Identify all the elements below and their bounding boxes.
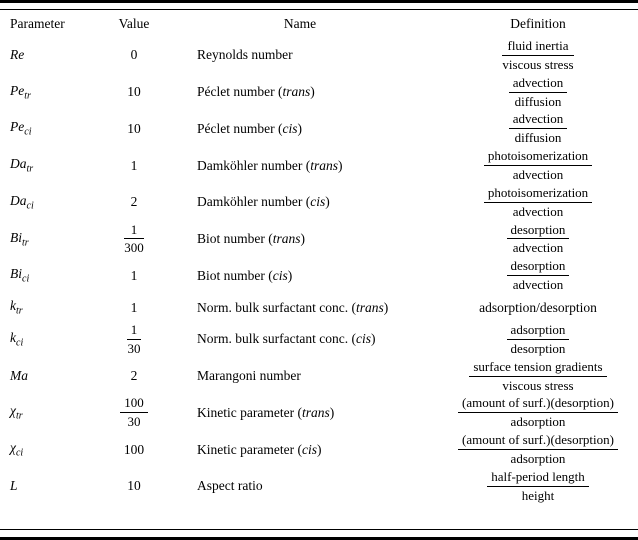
param-symbol: χ bbox=[10, 403, 16, 419]
value-cell bbox=[106, 368, 162, 384]
name-variant: cis bbox=[301, 441, 317, 457]
param-subscript: ci bbox=[22, 274, 30, 286]
name-variant: cis bbox=[355, 331, 371, 347]
name-text: Norm. bulk surfactant conc. ( bbox=[197, 331, 356, 347]
bottom-whitespace bbox=[0, 505, 638, 529]
param-symbol: Bi bbox=[10, 266, 22, 282]
table-row bbox=[0, 37, 638, 74]
param-symbol: k bbox=[10, 330, 16, 346]
name-text: Damköhler number ( bbox=[197, 157, 311, 173]
name-text-post: ) bbox=[329, 404, 335, 420]
definition-numerator: photoisomerization bbox=[484, 148, 592, 166]
table-row bbox=[0, 294, 638, 321]
value-numerator: 1 bbox=[124, 222, 144, 240]
value-cell bbox=[106, 222, 162, 257]
value-denominator: 30 bbox=[127, 340, 141, 356]
definition-fraction bbox=[502, 38, 573, 73]
param-subscript: tr bbox=[24, 90, 31, 102]
table-row bbox=[0, 431, 638, 468]
table-row bbox=[0, 184, 638, 221]
definition-cell bbox=[438, 432, 638, 467]
table-row bbox=[0, 110, 638, 147]
value-cell bbox=[106, 268, 162, 284]
name-cell bbox=[162, 158, 438, 174]
param-cell bbox=[0, 193, 106, 212]
name-variant: trans bbox=[301, 404, 330, 420]
definition-cell bbox=[438, 300, 638, 316]
value-denominator: 30 bbox=[127, 414, 141, 430]
param-cell bbox=[0, 266, 106, 285]
value-cell bbox=[106, 322, 162, 357]
value-text: 10 bbox=[127, 478, 141, 494]
name-text: Biot number ( bbox=[197, 267, 273, 283]
definition-numerator: photoisomerization bbox=[484, 185, 592, 203]
definition-fraction bbox=[507, 258, 570, 293]
name-variant: trans bbox=[310, 157, 338, 173]
definition-fraction bbox=[509, 75, 568, 110]
name-text: Marangoni number bbox=[197, 368, 301, 384]
param-cell bbox=[0, 478, 106, 494]
table-row bbox=[0, 221, 638, 258]
name-cell bbox=[162, 121, 438, 137]
param-cell bbox=[0, 330, 106, 349]
param-subscript: tr bbox=[16, 305, 23, 317]
name-text-post: ) bbox=[370, 331, 376, 347]
value-cell bbox=[106, 395, 162, 430]
value-cell bbox=[106, 300, 162, 316]
definition-fraction bbox=[484, 148, 592, 183]
param-cell bbox=[0, 119, 106, 138]
definition-denominator: advection bbox=[512, 277, 564, 293]
param-subscript: tr bbox=[22, 237, 29, 249]
header-parameter: Parameter bbox=[10, 15, 65, 31]
definition-numerator: desorption bbox=[507, 222, 570, 240]
bottom-rule-gap bbox=[0, 530, 638, 537]
value-fraction bbox=[124, 222, 144, 257]
name-text: Norm. bulk surfactant conc. ( bbox=[197, 299, 356, 315]
name-text: Kinetic parameter ( bbox=[197, 441, 302, 457]
table-row bbox=[0, 321, 638, 358]
name-cell bbox=[162, 194, 438, 210]
param-symbol: Re bbox=[10, 47, 25, 63]
name-text: Aspect ratio bbox=[197, 478, 263, 494]
definition-cell bbox=[438, 395, 638, 430]
value-fraction bbox=[120, 395, 148, 430]
name-text: Damköhler number ( bbox=[197, 194, 311, 210]
value-cell bbox=[106, 158, 162, 174]
param-cell bbox=[0, 403, 106, 422]
table-body bbox=[0, 37, 638, 505]
name-cell bbox=[162, 368, 438, 384]
definition-denominator: advection bbox=[512, 167, 564, 183]
name-cell bbox=[162, 405, 438, 421]
definition-cell bbox=[438, 322, 638, 357]
value-cell bbox=[106, 194, 162, 210]
value-cell bbox=[106, 84, 162, 100]
definition-cell bbox=[438, 222, 638, 257]
table-row bbox=[0, 468, 638, 505]
param-subscript: ci bbox=[16, 337, 24, 349]
name-variant: trans bbox=[272, 230, 301, 246]
table-row bbox=[0, 394, 638, 431]
definition-numerator: advection bbox=[509, 75, 568, 93]
name-cell bbox=[162, 231, 438, 247]
name-cell bbox=[162, 268, 438, 284]
name-variant: trans bbox=[282, 84, 311, 100]
name-text-post: ) bbox=[297, 120, 302, 136]
table-row bbox=[0, 358, 638, 395]
definition-numerator: half-period length bbox=[487, 469, 589, 487]
param-subscript: ci bbox=[24, 127, 32, 139]
name-variant: cis bbox=[272, 267, 288, 283]
definition-numerator: (amount of surf.)(desorption) bbox=[458, 432, 618, 450]
param-symbol: L bbox=[10, 478, 18, 494]
value-text: 2 bbox=[130, 368, 138, 384]
definition-denominator: desorption bbox=[510, 340, 566, 356]
definition-fraction bbox=[458, 432, 618, 467]
definition-cell bbox=[438, 469, 638, 504]
definition-fraction bbox=[509, 111, 568, 146]
name-text: Péclet number ( bbox=[197, 120, 283, 136]
param-subscript: tr bbox=[15, 411, 23, 423]
value-text: 1 bbox=[130, 267, 138, 283]
name-text-post: ) bbox=[310, 84, 315, 100]
definition-denominator: advection bbox=[512, 203, 564, 219]
definition-cell bbox=[438, 111, 638, 146]
definition-fraction bbox=[484, 185, 592, 220]
definition-fraction bbox=[458, 395, 618, 430]
param-subscript: ci bbox=[15, 447, 24, 459]
name-text-post: ) bbox=[316, 441, 322, 457]
definition-denominator: adsorption bbox=[510, 451, 566, 467]
definition-denominator: advection bbox=[512, 240, 564, 256]
name-text: Reynolds number bbox=[197, 47, 293, 63]
definition-fraction bbox=[469, 359, 606, 394]
definition-fraction bbox=[507, 222, 570, 257]
definition-cell bbox=[438, 359, 638, 394]
definition-fraction bbox=[487, 469, 589, 504]
value-numerator: 100 bbox=[120, 395, 148, 413]
param-cell bbox=[0, 298, 106, 317]
param-subscript: tr bbox=[26, 163, 34, 175]
param-symbol: Pe bbox=[10, 119, 25, 135]
name-variant: trans bbox=[355, 299, 384, 315]
param-symbol: Bi bbox=[10, 229, 22, 245]
param-cell bbox=[0, 440, 106, 459]
value-cell bbox=[106, 478, 162, 494]
param-symbol: Pe bbox=[10, 82, 25, 98]
value-text: 10 bbox=[127, 120, 141, 136]
name-cell bbox=[162, 442, 438, 458]
definition-cell bbox=[438, 185, 638, 220]
definition-denominator: adsorption bbox=[510, 414, 566, 430]
name-text-post: ) bbox=[325, 194, 330, 210]
definition-denominator: height bbox=[521, 487, 555, 503]
table-header-row bbox=[0, 10, 638, 37]
name-cell bbox=[162, 478, 438, 494]
name-text-post: ) bbox=[337, 157, 343, 173]
definition-denominator: viscous stress bbox=[502, 56, 574, 72]
definition-cell bbox=[438, 148, 638, 183]
param-symbol: χ bbox=[10, 440, 16, 456]
header-name: Name bbox=[283, 15, 317, 31]
value-fraction bbox=[127, 322, 142, 357]
definition-fraction bbox=[507, 322, 570, 357]
value-text: 0 bbox=[130, 47, 138, 63]
value-text: 1 bbox=[130, 299, 138, 315]
header-definition: Definition bbox=[510, 15, 566, 31]
param-symbol: k bbox=[10, 298, 16, 314]
table-row bbox=[0, 74, 638, 111]
definition-denominator: diffusion bbox=[514, 130, 562, 146]
definition-cell bbox=[438, 75, 638, 110]
definition-denominator: diffusion bbox=[514, 93, 562, 109]
param-subscript: ci bbox=[26, 200, 34, 212]
param-symbol: Ma bbox=[10, 368, 28, 384]
definition-cell bbox=[438, 258, 638, 293]
name-text: Biot number ( bbox=[197, 230, 273, 246]
table-row bbox=[0, 257, 638, 294]
table-row bbox=[0, 147, 638, 184]
value-cell bbox=[106, 47, 162, 63]
definition-cell bbox=[438, 38, 638, 73]
definition-numerator: (amount of surf.)(desorption) bbox=[458, 395, 618, 413]
value-numerator: 1 bbox=[127, 322, 142, 340]
definition-numerator: adsorption bbox=[507, 322, 570, 340]
name-text-post: ) bbox=[383, 299, 389, 315]
param-cell bbox=[0, 230, 106, 249]
param-symbol: Da bbox=[10, 192, 27, 208]
name-cell bbox=[162, 300, 438, 316]
name-cell bbox=[162, 84, 438, 100]
definition-denominator: viscous stress bbox=[502, 377, 574, 393]
name-text: Kinetic parameter ( bbox=[197, 404, 302, 420]
name-text-post: ) bbox=[300, 230, 306, 246]
param-symbol: Da bbox=[10, 156, 27, 172]
value-cell bbox=[106, 121, 162, 137]
value-denominator: 300 bbox=[124, 240, 144, 256]
definition-numerator: surface tension gradients bbox=[469, 359, 606, 377]
name-text-post: ) bbox=[287, 267, 293, 283]
name-cell bbox=[162, 47, 438, 63]
param-cell bbox=[0, 83, 106, 102]
value-text: 2 bbox=[130, 194, 138, 210]
name-cell bbox=[162, 331, 438, 347]
value-cell bbox=[106, 442, 162, 458]
value-text: 10 bbox=[127, 84, 141, 100]
definition-text: adsorption/desorption bbox=[479, 299, 597, 315]
name-text: Péclet number ( bbox=[197, 84, 283, 100]
definition-numerator: advection bbox=[509, 111, 568, 129]
param-cell bbox=[0, 47, 106, 63]
name-variant: cis bbox=[282, 120, 298, 136]
value-text: 1 bbox=[130, 157, 138, 173]
param-cell bbox=[0, 368, 106, 384]
header-value: Value bbox=[118, 15, 150, 31]
definition-numerator: desorption bbox=[507, 258, 570, 276]
name-variant: cis bbox=[310, 194, 326, 210]
param-cell bbox=[0, 156, 106, 175]
definition-numerator: fluid inertia bbox=[502, 38, 573, 56]
value-text: 100 bbox=[123, 441, 145, 457]
